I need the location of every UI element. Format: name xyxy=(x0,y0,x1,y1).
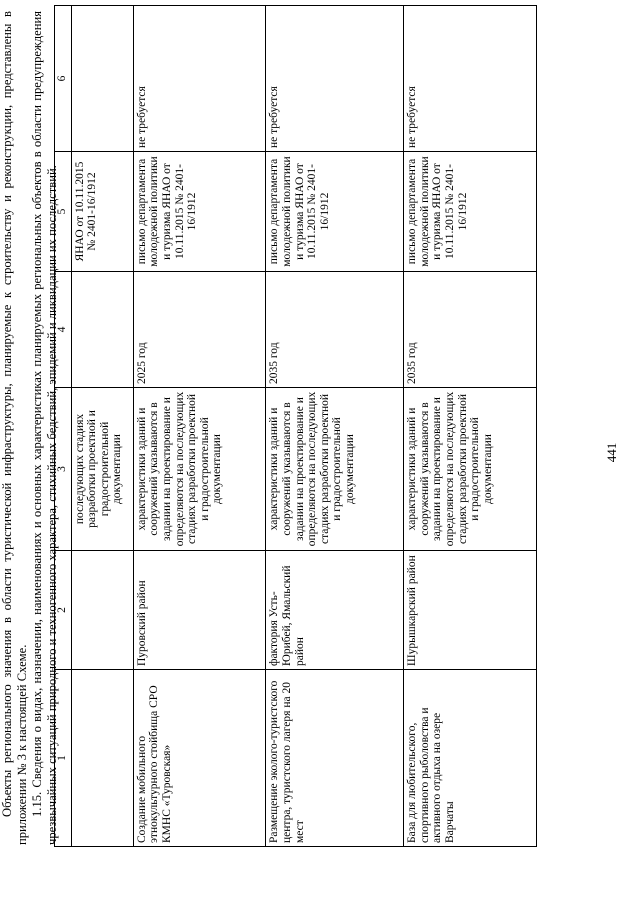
footer-paragraph: Объекты регионального значения в области туристической инфраструктуры, планируемые к строительству и реконструкции, представлены в приложении № 3 к настоящей Схеме. xyxy=(0,11,29,845)
basis-document-cell: письмо департамента молодежной политики и туризма ЯНАО от 10.11.2015 № 2401-16/1912 xyxy=(133,152,266,272)
characteristics-cell: характеристики зданий и сооружений указываются в задании на проектирование и определяются на последующих стадиях разработки проектной и градостроительной документации xyxy=(133,388,266,551)
location-cell: Шурышкарский район xyxy=(404,551,537,670)
page-number: 441 xyxy=(604,442,619,463)
facilities-table xyxy=(54,5,537,847)
location-cell: фактория Усть-Юрибей, Ямальский район xyxy=(266,551,404,670)
zone-requirement-cell: не требуется xyxy=(404,6,537,152)
zone-requirement-cell: не требуется xyxy=(133,6,266,152)
table-row xyxy=(133,6,266,847)
footer-text xyxy=(0,11,60,845)
column-header: 6 xyxy=(55,6,72,152)
year-cell: 2035 год xyxy=(266,272,404,388)
year-cell: 2025 год xyxy=(133,272,266,388)
basis-document-cell: ЯНАО от 10.11.2015 № 2401-16/1912 xyxy=(71,152,133,272)
object-name-cell: Создание мобильного этнокультурного стойбища СРО КМНС «Туровская» xyxy=(133,670,266,847)
object-name-cell: База для любительского, спортивного рыболовства и активного отдыха на озере Варчаты xyxy=(404,670,537,847)
characteristics-cell: характеристики зданий и сооружений указываются в задании на проектирование и определяются на последующих стадиях разработки проектной и градостроительной документации xyxy=(266,388,404,551)
column-header: 2 xyxy=(55,551,72,670)
location-cell xyxy=(71,551,133,670)
object-name-cell: Размещение эколого-туристского центра, туристского лагеря на 20 мест xyxy=(266,670,404,847)
characteristics-cell: последующих стадиях разработки проектной и градостроительной документации xyxy=(71,388,133,551)
zone-requirement-cell xyxy=(71,6,133,152)
column-header: 5 xyxy=(55,152,72,272)
zone-requirement-cell: не требуется xyxy=(266,6,404,152)
object-name-cell xyxy=(71,670,133,847)
table-row xyxy=(71,6,133,847)
location-cell: Пуровский район xyxy=(133,551,266,670)
basis-document-cell: письмо департамента молодежной политики и туризма ЯНАО от 10.11.2015 № 2401-16/1912 xyxy=(404,152,537,272)
column-header: 4 xyxy=(55,272,72,388)
column-header: 1 xyxy=(55,670,72,847)
basis-document-cell: письмо департамента молодежной политики и туризма ЯНАО от 10.11.2015 № 2401-16/1912 xyxy=(266,152,404,272)
year-cell xyxy=(71,272,133,388)
characteristics-cell: характеристики зданий и сооружений указываются в задании на проектирование и определяются на последующих стадиях разработки проектной и градостроительной документации xyxy=(404,388,537,551)
column-header: 3 xyxy=(55,388,72,551)
table-row xyxy=(404,6,537,847)
footer-paragraph: 1.15. Сведения о видах, назначении, наименованиях и основных характеристиках планируемых региональных объектов в области предупреждения чрезвычайных ситуаций природного и техногенного характера, стихийных бедствий, эпидемий и ликвидации их последствий. xyxy=(30,11,59,845)
year-cell: 2035 год xyxy=(404,272,537,388)
table-row xyxy=(266,6,404,847)
